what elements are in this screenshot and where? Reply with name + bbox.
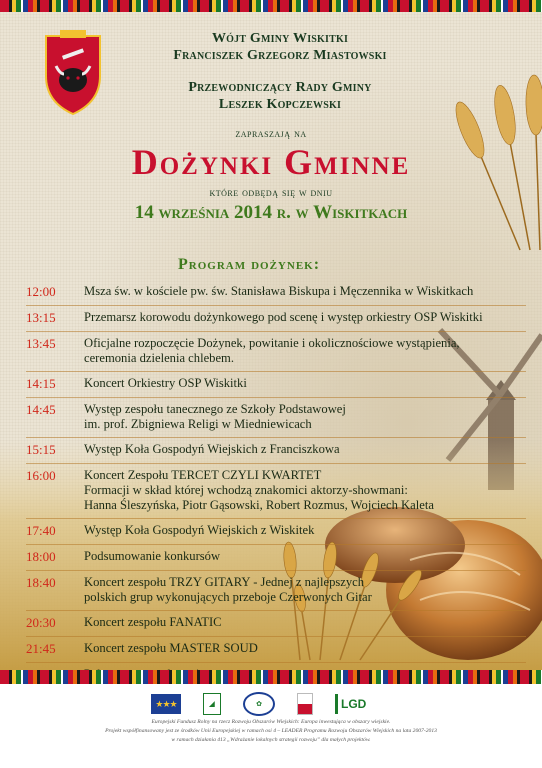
program-desc-line: Koncert zespołu FANATIC: [84, 615, 222, 629]
program-item: [26, 637, 526, 663]
program-desc-line: Koncert Orkiestry OSP Wiskitki: [84, 376, 247, 390]
program-desc: [84, 575, 372, 605]
program-desc: [84, 549, 220, 565]
program-item: [26, 545, 526, 571]
program-desc-line: Msza św. w kościele pw. św. Stanisława Biskupa i Męczennika w Wiskitkach: [84, 284, 474, 298]
program-item: [26, 280, 526, 306]
event-date: 14 września 2014 r. w Wiskitkach: [134, 202, 408, 223]
program-time: 15:15: [26, 442, 56, 457]
program-desc-line: Koncert zespołu TRZY GITARY - Jednej z najlepszych: [84, 575, 365, 589]
coat-of-arms-icon: [38, 30, 108, 116]
program-time: 14:15: [26, 376, 56, 391]
program-item: [26, 519, 526, 545]
program-item: [26, 438, 526, 464]
program-item: [26, 372, 526, 398]
program-list: [26, 280, 526, 688]
program-item: [26, 464, 526, 519]
folk-stripe-bottom: [0, 670, 542, 684]
funding-notes: [20, 718, 522, 745]
program-item: [26, 571, 526, 611]
footer: [0, 684, 542, 768]
program-desc-line: Formacji w skład której wchodzą znakomici aktorzy-showmani:: [84, 483, 408, 497]
program-desc: [84, 468, 434, 513]
program-title: Program dożynek:: [178, 256, 321, 273]
program-time: 14:45: [26, 402, 56, 417]
program-time: 13:15: [26, 310, 56, 325]
wojt-name: Franciszek Grzegorz Miastowski: [173, 48, 387, 63]
invitation: [0, 126, 542, 224]
program-desc-line: Przemarsz korowodu dożynkowego pod scenę i występ orkiestry OSP Wiskitki: [84, 310, 483, 324]
program-item: [26, 611, 526, 637]
program-desc: [84, 376, 247, 392]
organizers-header: [120, 30, 440, 113]
program-time: 21:45: [26, 641, 56, 656]
program-desc-line: Występ Koła Gospodyń Wiejskich z Franciszkowa: [84, 442, 340, 456]
program-desc: [84, 336, 460, 366]
program-desc-line: Podsumowanie konkursów: [84, 549, 221, 563]
program-item: [26, 306, 526, 332]
prow-logo: ✿: [243, 692, 275, 716]
program-item: [26, 332, 526, 372]
program-desc-line: polskich grup wykonujących przeboje Czerwonych Gitar: [84, 590, 372, 604]
program-desc: [84, 284, 473, 300]
eu-flag-logo: ★★★: [151, 694, 181, 714]
program-desc-line: Oficjalne rozpoczęcie Dożynek, powitanie i okolicznościowe wystąpienia,: [84, 336, 460, 350]
funding-note: w ramach działania 413 „Wdrażanie lokalnych strategii rozwoju” dla małych projektów.: [171, 737, 371, 743]
program-time: 18:00: [26, 549, 56, 564]
program-time: 18:40: [26, 575, 56, 590]
program-time: 12:00: [26, 284, 56, 299]
program-time: 17:40: [26, 523, 56, 538]
program-desc-line: Koncert zespołu MASTER SOUD: [84, 641, 258, 655]
wojt-title: Wójt Gminy Wiskitki: [211, 31, 349, 46]
sponsor-logos: [0, 692, 542, 716]
program-desc-line: im. prof. Zbigniewa Religi w Miedniewicach: [84, 417, 312, 431]
program-desc-line: Występ zespołu tanecznego ze Szkoły Podstawowej: [84, 402, 346, 416]
invite-when-line: które odbędą się w dniu: [209, 185, 333, 199]
program-desc: [84, 402, 346, 432]
mazowsze-flag-logo: [297, 693, 313, 715]
chairman-title: Przewodniczący Rady Gminy: [188, 80, 372, 95]
invite-line: zapraszają na: [235, 126, 307, 140]
program-desc-line: Hanna Śleszyńska, Piotr Gąsowski, Robert Rozmus, Wojciech Kaleta: [84, 498, 434, 512]
program-desc: [84, 641, 258, 657]
program-desc: [84, 310, 483, 326]
program-item: [26, 398, 526, 438]
program-time: 13:45: [26, 336, 56, 351]
program-desc-line: ceremonia dzielenia chlebem.: [84, 351, 234, 365]
chairman-name: Leszek Kopczewski: [218, 97, 342, 112]
funding-note: Europejski Fundusz Rolny na rzecz Rozwoju Obszarów Wiejskich: Europa inwestująca w obszary wiejskie.: [151, 719, 391, 725]
program-desc-line: Koncert Zespołu TERCET CZYLI KWARTET: [84, 468, 322, 482]
program-desc-line: Występ Koła Gospodyń Wiejskich z Wiskitek: [84, 523, 315, 537]
event-title: Dożynki Gminne: [131, 142, 411, 182]
funding-note: Projekt współfinansowany jest ze środków Unii Europejskiej w ramach osi 4 – LEADER Programu Rozwoju Obszarów Wiejskich na lata 2007-2013: [105, 728, 437, 734]
program-time: 16:00: [26, 468, 56, 483]
leader-logo: ◢: [203, 693, 221, 715]
program-desc: [84, 615, 222, 631]
program-desc: [84, 523, 314, 539]
lgd-logo: LGD: [335, 694, 391, 714]
program-time: 20:30: [26, 615, 56, 630]
program-desc: [84, 442, 340, 458]
